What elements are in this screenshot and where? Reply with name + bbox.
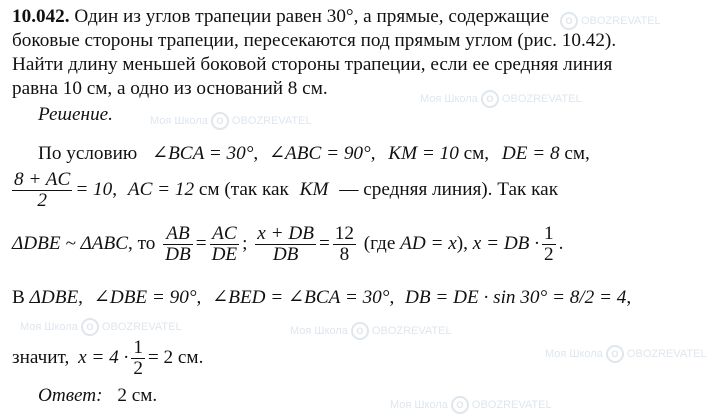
watermark (560, 12, 661, 30)
ad-eq-x: AD = x (400, 232, 457, 254)
fraction-denominator: 8 (339, 244, 350, 265)
fraction-one-half (542, 224, 556, 265)
fraction-denominator: 2 (37, 190, 47, 211)
fraction-denominator: DE (211, 244, 238, 265)
equals-sign: = (318, 232, 330, 254)
problem-line-2: боковые стороны трапеции, пересекаются под прямым углом (рис. 10.42). (12, 30, 617, 51)
fraction-ac-de (210, 224, 240, 265)
solution-row-2: $\frac{8 + AC}{2}$ = 10, AC = 12 см (так как KM — средняя линия). Так как (14, 169, 559, 211)
problem-line-4: равна 10 см, а одно из оснований 8 см. (12, 78, 328, 99)
solution-heading: Решение. (38, 104, 113, 125)
de-unit: см, (564, 143, 590, 164)
answer-value: 2 см. (117, 385, 158, 406)
watermark-school: Моя Школа (545, 347, 603, 360)
watermark-logo-icon: O (481, 90, 499, 108)
row2-text-2: — средняя линия). Так как (339, 178, 559, 200)
problem-number: 10.042. (12, 6, 70, 27)
ac-value: AC = 12 (127, 178, 195, 200)
fraction-numerator: 1 (133, 337, 143, 358)
watermark (150, 112, 312, 130)
watermark (420, 90, 582, 108)
watermark-brand: OBOZREVATEL (581, 14, 661, 27)
triangle-dbe: ΔDBE (29, 287, 79, 308)
db-equation: DB = DE · sin 30° = 8/2 = 4 (405, 287, 627, 308)
watermark-school: Моя Школа (390, 398, 448, 411)
angle-bca: ∠BCA = 30° (152, 143, 254, 164)
problem-text: Один из углов трапеции равен 30°, а прямые, содержащие (74, 6, 550, 27)
close-paren: ), (456, 232, 468, 254)
fraction-denominator: DB (165, 244, 191, 265)
where-text: (где (363, 232, 396, 254)
fraction-numerator: x + DB (257, 223, 314, 244)
watermark-logo-icon: O (451, 396, 469, 414)
angle-dbe: ∠DBE = 90° (93, 287, 197, 308)
watermark (290, 322, 452, 340)
watermark-brand: OBOZREVATEL (501, 92, 582, 105)
km-value: KM = 10 (388, 143, 459, 164)
fraction-denominator: DB (272, 244, 299, 265)
watermark-logo-icon: O (606, 345, 624, 363)
fraction-denominator: 2 (133, 358, 143, 379)
watermark-brand: OBOZREVATEL (471, 398, 552, 411)
fraction-one-half (131, 338, 145, 379)
watermark-school: Моя Школа (20, 320, 78, 333)
row2-text: см (так как (198, 178, 289, 200)
de-value: DE = 8 (501, 143, 560, 164)
x-eq-db: x = DB · (472, 232, 539, 254)
km-label: KM (299, 178, 329, 200)
solution-row-4: В ΔDBE, ∠DBE = 90°, ∠BED = ∠BCA = 30°, DB = DE · sin 30° = 8/2 = 4, (12, 287, 632, 308)
km-unit: см, (463, 143, 490, 164)
watermark-logo-icon: O (351, 322, 369, 340)
then-text: , то (128, 232, 156, 254)
fraction-numerator: AC (210, 224, 240, 245)
equals-sign: = (195, 232, 207, 254)
watermark-logo-icon: O (81, 318, 99, 336)
watermark (20, 318, 182, 336)
fraction-numerator: AB (163, 224, 193, 245)
problem-line-3: Найти длину меньшей боковой стороны трапеции, если ее средняя линия (12, 54, 613, 75)
watermark (545, 345, 707, 363)
watermark (390, 396, 552, 414)
fraction-numerator: 8 + AC (14, 169, 71, 190)
fraction-ab-db (163, 224, 193, 265)
fraction-8-plus-ac (12, 170, 72, 211)
similarity: ΔDBE ~ ΔABC (12, 232, 129, 254)
solution-row-1: По условию ∠BCA = 30°, ∠ABC = 90°, KM = 10 см, DE = 8 см, (38, 143, 590, 164)
fraction-numerator: 12 (334, 223, 354, 244)
watermark-school: Моя Школа (150, 114, 208, 127)
fraction-x-plus-db (255, 224, 316, 265)
watermark-school: Моя Школа (290, 324, 348, 337)
fraction-numerator: 1 (544, 223, 554, 244)
x-eq-4: x = 4 · (78, 346, 129, 368)
result: = 2 см. (147, 346, 204, 368)
row1-intro: По условию (38, 143, 138, 164)
problem-line-1 (12, 6, 549, 28)
semicolon: ; (242, 232, 248, 254)
fraction-12-8 (333, 224, 356, 265)
so-text: значит, (12, 346, 70, 368)
angle-bed: ∠BED = ∠BCA = 30° (212, 287, 390, 308)
in-text: В (12, 287, 25, 308)
solution-row-5 (12, 338, 203, 379)
watermark-school: Моя Школа (420, 92, 478, 105)
watermark-brand: OBOZREVATEL (101, 320, 182, 333)
solution-row-3 (12, 224, 563, 265)
watermark-logo-icon: O (211, 112, 229, 130)
period: . (558, 232, 564, 254)
equals-10: = 10 (75, 178, 113, 200)
angle-abc: ∠ABC = 90° (268, 143, 371, 164)
watermark-brand: OBOZREVATEL (371, 324, 452, 337)
watermark-brand: OBOZREVATEL (626, 347, 707, 360)
comma: , (626, 287, 632, 308)
watermark-logo-icon: O (560, 12, 578, 30)
answer-label: Ответ: (38, 385, 103, 406)
fraction-denominator: 2 (544, 244, 554, 265)
watermark-brand: OBOZREVATEL (231, 114, 312, 127)
answer-line (38, 385, 157, 407)
